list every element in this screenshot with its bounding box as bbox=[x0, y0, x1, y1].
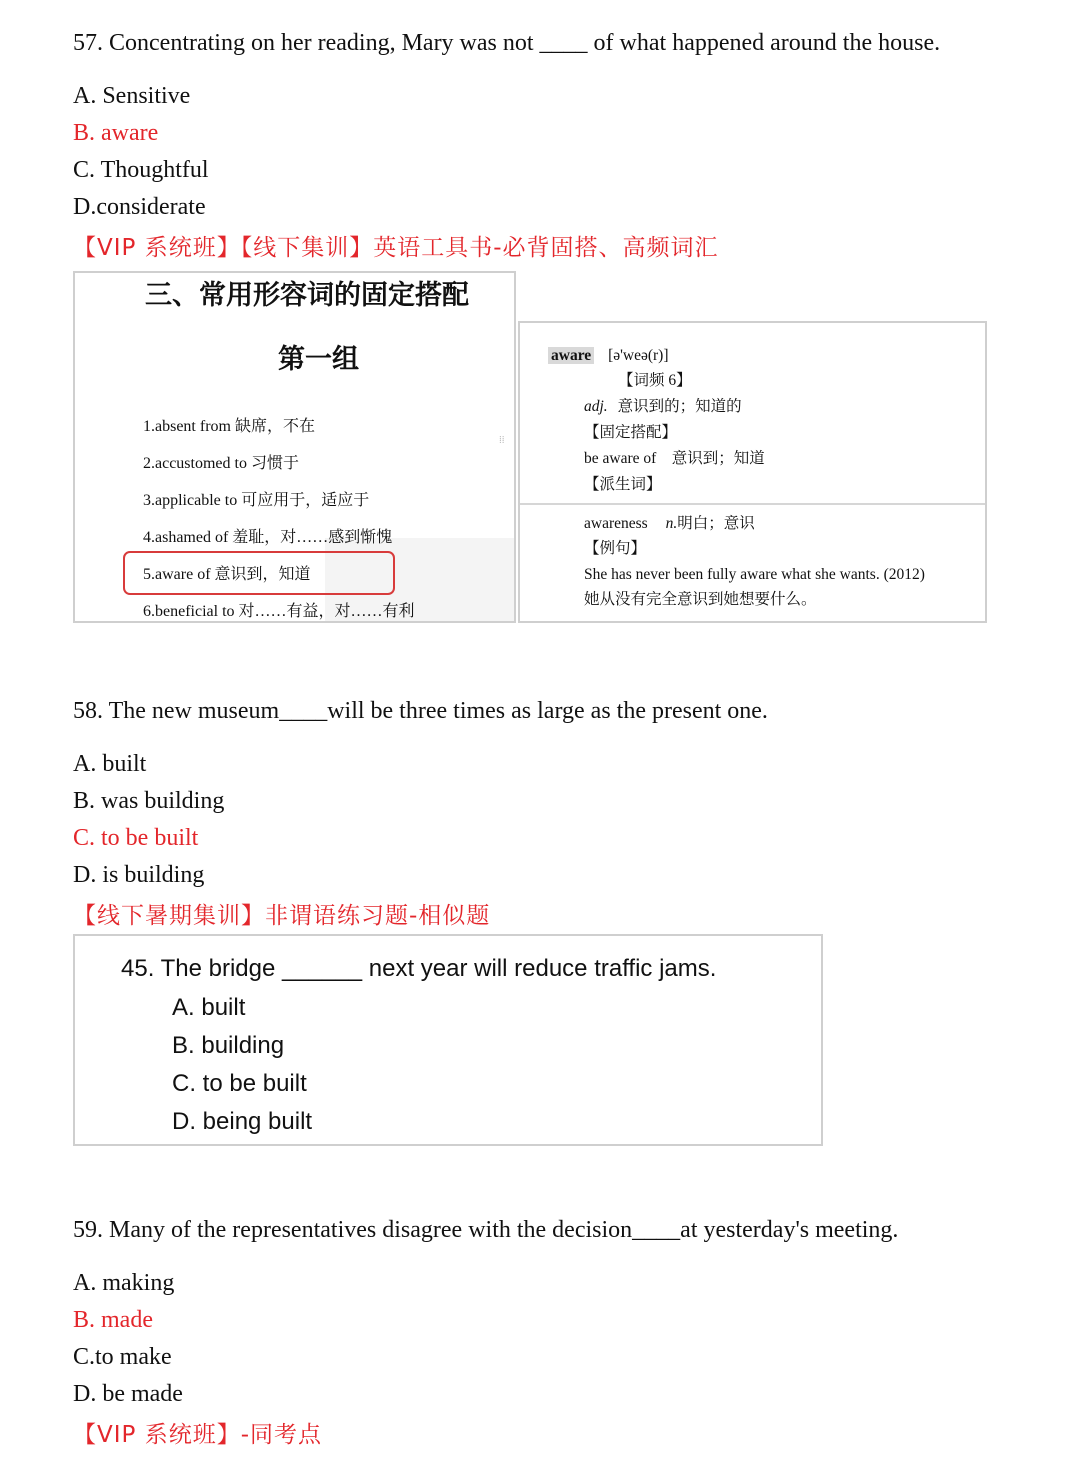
collocation-item: 4.ashamed of 羞耻，对……感到惭愧 bbox=[143, 529, 393, 546]
dict-headword-line bbox=[548, 345, 669, 367]
dict-collocation: be aware of 意识到；知道 bbox=[584, 450, 765, 467]
similar-option-a: A. built bbox=[172, 994, 246, 1021]
q58-source-tag: 【线下暑期集训】非谓语练习题-相似题 bbox=[73, 903, 491, 929]
collocation-item-highlighted: 5.aware of 意识到，知道 bbox=[143, 566, 311, 583]
collocation-item: 3.applicable to 可应用于，适应于 bbox=[143, 492, 370, 509]
q59-option-d: D. be made bbox=[73, 1381, 183, 1407]
dict-derivative bbox=[584, 513, 755, 535]
q57-source-tag: 【VIP 系统班】【线下集训】英语工具书-必背固搭、高频词汇 bbox=[73, 235, 719, 261]
similar-option-b: B. building bbox=[172, 1032, 285, 1059]
dict-pos: adj. bbox=[584, 398, 608, 415]
dict-derivative-word: awareness bbox=[584, 515, 648, 532]
dict-meaning: 意识到的；知道的 bbox=[617, 398, 742, 415]
collocation-item: 2.accustomed to 习惯于 bbox=[143, 455, 299, 472]
similar-option-c: C. to be built bbox=[172, 1070, 307, 1097]
dict-collocation-label: 【固定搭配】 bbox=[584, 424, 678, 441]
drag-handle-icon: ⁞⁞ bbox=[499, 435, 505, 446]
question-59: 59. Many of the representatives disagree with the decision____at yesterday's meeting. bbox=[73, 1217, 899, 1243]
q57-option-c: C. Thoughtful bbox=[73, 157, 209, 183]
dict-definition bbox=[584, 396, 742, 418]
q58-option-d: D. is building bbox=[73, 862, 205, 888]
q59-option-c: C.to make bbox=[73, 1344, 172, 1370]
collocation-group-title: 第一组 bbox=[278, 344, 359, 374]
dict-divider bbox=[520, 503, 985, 505]
q58-option-a: A. built bbox=[73, 751, 147, 777]
collocation-heading: 三、常用形容词的固定搭配 bbox=[145, 280, 469, 310]
dictionary-panel bbox=[518, 321, 987, 623]
similar-question: 45. The bridge ______ next year will reduce traffic jams. bbox=[121, 955, 717, 982]
dict-derivative-meaning: 明白；意识 bbox=[677, 515, 755, 532]
question-58: 58. The new museum____will be three times as large as the present one. bbox=[73, 698, 768, 724]
dict-derivative-label: 【派生词】 bbox=[584, 476, 662, 493]
dict-example-label: 【例句】 bbox=[584, 540, 647, 557]
collocation-item: 6.beneficial to 对……有益，对……有利 bbox=[143, 603, 415, 620]
q57-option-a: A. Sensitive bbox=[73, 83, 191, 109]
q59-option-a: A. making bbox=[73, 1270, 175, 1296]
question-57: 57. Concentrating on her reading, Mary was not ____ of what happened around the house. bbox=[73, 30, 941, 56]
q59-option-b-answer: B. made bbox=[73, 1307, 153, 1333]
collocation-item: 1.absent from 缺席，不在 bbox=[143, 418, 315, 435]
q58-option-c-answer: C. to be built bbox=[73, 825, 199, 851]
collocation-panel bbox=[73, 271, 516, 623]
dict-phonetic: [ə'weə(r)] bbox=[608, 347, 669, 364]
q59-source-tag: 【VIP 系统班】-同考点 bbox=[73, 1422, 322, 1448]
dict-headword: aware bbox=[548, 347, 594, 364]
q57-option-b-answer: B. aware bbox=[73, 120, 159, 146]
similar-option-d: D. being built bbox=[172, 1108, 313, 1135]
dict-example-en: She has never been fully aware what she wants. (2012) bbox=[584, 566, 925, 583]
dict-derivative-pos: n. bbox=[665, 515, 678, 532]
dict-example-zh: 她从没有完全意识到她想要什么。 bbox=[584, 591, 817, 608]
q58-option-b: B. was building bbox=[73, 788, 225, 814]
similar-question-panel bbox=[73, 934, 823, 1146]
q57-option-d: D.considerate bbox=[73, 194, 206, 220]
dict-frequency: 【词频 6】 bbox=[618, 372, 692, 389]
highlight-box bbox=[123, 551, 395, 595]
